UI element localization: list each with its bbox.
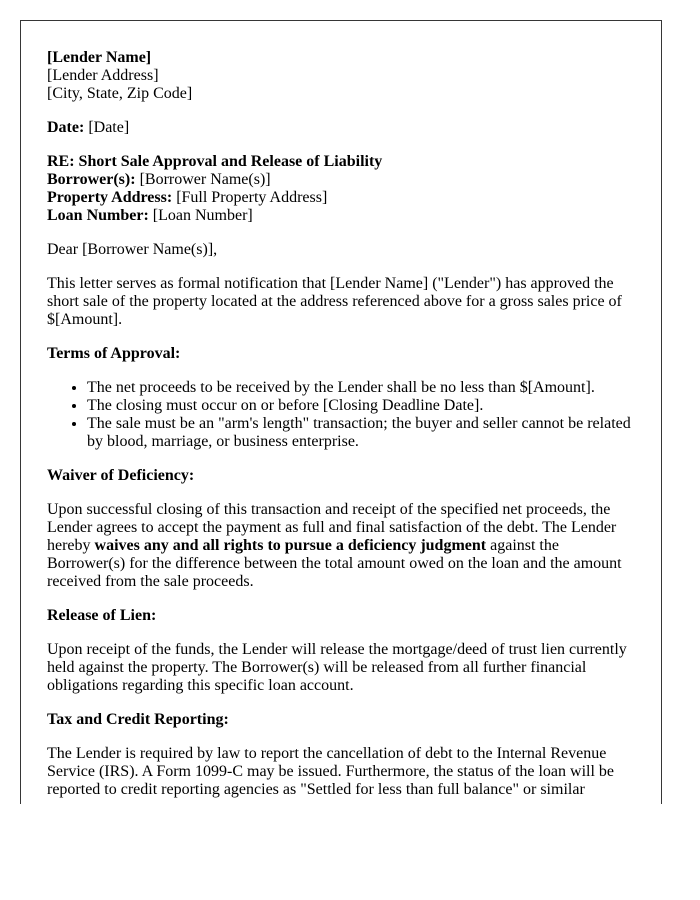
loan-number-line bbox=[47, 207, 635, 225]
date-line bbox=[47, 119, 635, 137]
intro-paragraph: This letter serves as formal notification that [Lender Name] ("Lender") has approved the short sale of the property located at the address referenced above for a gross sales price of $[Amount]. bbox=[47, 275, 622, 328]
waiver-heading: Waiver of Deficiency: bbox=[47, 467, 195, 484]
date-label: Date: bbox=[47, 119, 85, 136]
borrower-label: Borrower(s): bbox=[47, 171, 136, 188]
waiver-paragraph bbox=[47, 501, 635, 591]
re-line: RE: Short Sale Approval and Release of Liability bbox=[47, 153, 383, 170]
letter-page bbox=[20, 20, 662, 804]
tax-paragraph: The Lender is required by law to report the cancellation of debt to the Internal Revenue Service (IRS). A Form 1099-C may be issued. Furthermore, the status of the loan will be reported to credit reporting agencies as "Settled for less than full balance" or similar bbox=[47, 745, 615, 798]
date-value: [Date] bbox=[88, 119, 130, 136]
borrower-line bbox=[47, 171, 635, 189]
terms-bullet-item: • The closing must occur on or before [Closing Deadline Date]. bbox=[87, 397, 635, 415]
property-address-label: Property Address: bbox=[47, 189, 173, 206]
property-address-value: [Full Property Address] bbox=[176, 189, 328, 206]
sender-name: [Lender Name] bbox=[47, 49, 152, 66]
lien-heading: Release of Lien: bbox=[47, 607, 157, 624]
terms-bullet-item: • The net proceeds to be received by the Lender shall be no less than $[Amount]. bbox=[87, 379, 635, 397]
terms-heading: Terms of Approval: bbox=[47, 345, 181, 362]
salutation: Dear [Borrower Name(s)], bbox=[47, 241, 218, 258]
waiver-text-bold: waives any and all rights to pursue a deficiency judgment bbox=[94, 537, 487, 554]
borrower-value: [Borrower Name(s)] bbox=[139, 171, 271, 188]
terms-bullet-item: • The sale must be an "arm's length" transaction; the buyer and seller cannot be related by blood, marriage, or business enterprise. bbox=[87, 415, 635, 451]
loan-number-label: Loan Number: bbox=[47, 207, 149, 224]
property-address-line bbox=[47, 189, 635, 207]
waiver-text-before: Upon successful closing of this transaction and receipt of the specified net proceeds, the Lender agrees to accept the payment as full and final satisfaction of the debt. The Lender hereby bbox=[47, 501, 617, 554]
sender-block bbox=[47, 49, 635, 103]
sender-city-state-zip: [City, State, Zip Code] bbox=[47, 85, 193, 102]
lien-paragraph: Upon receipt of the funds, the Lender will release the mortgage/deed of trust lien currently held against the property. The Borrower(s) will be released from all further financial obligations regarding this specific loan account. bbox=[47, 641, 627, 694]
tax-heading: Tax and Credit Reporting: bbox=[47, 711, 229, 728]
loan-number-value: [Loan Number] bbox=[152, 207, 253, 224]
subject-block bbox=[47, 153, 635, 225]
terms-bullet-list bbox=[47, 379, 635, 451]
sender-address: [Lender Address] bbox=[47, 67, 159, 84]
waiver-text-after: against the Borrower(s) for the difference between the total amount owed on the loan and the amount received from the sale proceeds. bbox=[47, 537, 622, 590]
